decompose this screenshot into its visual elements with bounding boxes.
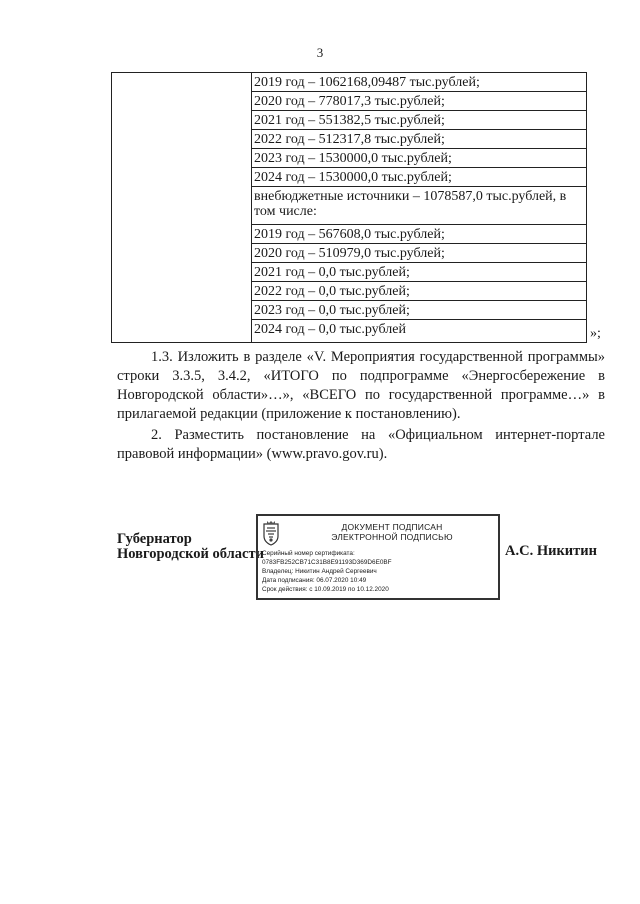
paragraph-2 (117, 426, 605, 464)
stamp-validity: Срок действия: с 10.09.2019 по 10.12.2020 (262, 586, 389, 593)
paragraph-1-3-text: 1.3. Изложить в разделе «V. Мероприятия государственной программы» строки 3.3.5, 3.4.2, «ИТОГО по подпрограмме «Энергосбережение в Новгородской области»…», «ВСЕГО по государственной программе…» в прилагаемой редакции (приложение к постановлению). (117, 349, 605, 422)
funding-list (252, 73, 586, 338)
funding-row: 2023 год – 1530000,0 тыс.рублей; (252, 149, 586, 168)
coat-of-arms-icon (262, 520, 280, 546)
stamp-signed-date: Дата подписания: 06.07.2020 10:49 (262, 577, 367, 584)
position-line-1: Губернатор (117, 531, 192, 547)
funding-row-extrabudget: внебюджетные источники – 1078587,0 тыс.рублей, в том числе: (252, 187, 586, 225)
stamp-owner: Владелец: Никитин Андрей Сергеевич (262, 568, 377, 575)
electronic-signature-stamp (256, 514, 500, 600)
closing-quote: »; (590, 326, 601, 341)
stamp-title (288, 522, 496, 542)
funding-row: 2022 год – 512317,8 тыс.рублей; (252, 130, 586, 149)
signatory-name: А.С. Никитин (505, 543, 597, 559)
page-number: 3 (316, 45, 324, 60)
funding-row: 2024 год – 0,0 тыс.рублей (254, 322, 406, 337)
funding-row: 2020 год – 510979,0 тыс.рублей; (252, 244, 586, 263)
position-line-2: Новгородской области (117, 546, 264, 562)
funding-row: 2023 год – 0,0 тыс.рублей; (252, 301, 586, 320)
funding-row: 2022 год – 0,0 тыс.рублей; (252, 282, 586, 301)
paragraph-2-text: 2. Разместить постановление на «Официальном интернет-портале правовой информации» (www.pravo.gov.ru). (117, 427, 605, 462)
funding-row: 2019 год – 567608,0 тыс.рублей; (252, 225, 586, 244)
stamp-title-line-1: ДОКУМЕНТ ПОДПИСАН (341, 522, 443, 532)
funding-row: 2020 год – 778017,3 тыс.рублей; (252, 92, 586, 111)
paragraph-1-3 (117, 348, 605, 424)
funding-row: 2021 год – 0,0 тыс.рублей; (252, 263, 586, 282)
stamp-title-line-2: ЭЛЕКТРОННОЙ ПОДПИСЬЮ (331, 532, 453, 542)
funding-table (111, 72, 587, 343)
stamp-serial: 0783FB252CB71C31B8E91193D369D6E0BF (262, 559, 392, 566)
table-left-cell (112, 73, 252, 342)
stamp-serial-label: Серийный номер сертификата: (262, 550, 355, 557)
signatory-position (117, 532, 264, 562)
funding-row: 2024 год – 1530000,0 тыс.рублей; (252, 168, 586, 187)
funding-row: 2019 год – 1062168,09487 тыс.рублей; (252, 73, 586, 92)
funding-row: 2021 год – 551382,5 тыс.рублей; (252, 111, 586, 130)
stamp-details (262, 549, 392, 594)
